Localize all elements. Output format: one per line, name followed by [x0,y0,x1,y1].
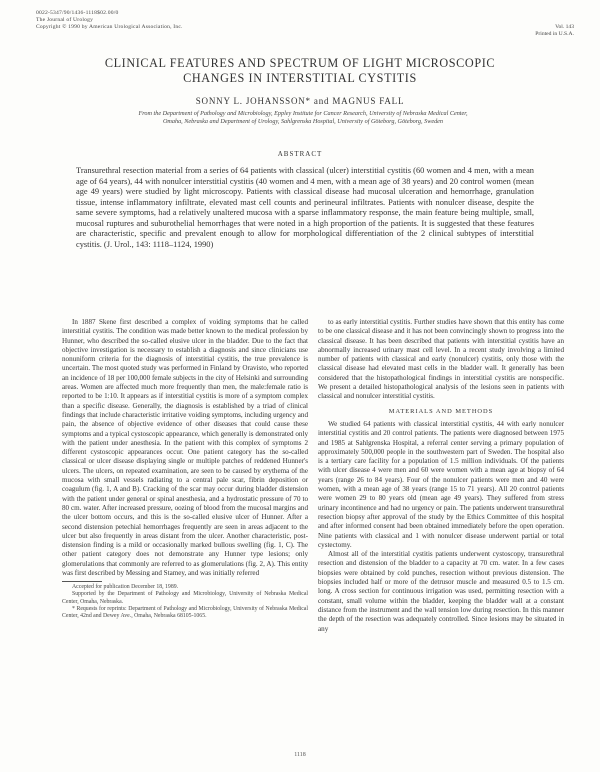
title-line: CHANGES IN INTERSTITIAL CYSTITIS [183,71,417,85]
left-column [62,318,308,620]
section-heading: MATERIALS AND METHODS [388,407,494,415]
body-paragraph: to as early interstitial cystitis. Further studies have shown that this entity has come to be one classical disease and it has not been convincingly shown to progress into the classical disease. It has been described that patients with interstitial cystitis have an abnormally increased urinary mast cell level. In a recent study involving a limited number of patients with classical and early (nonulcer) cystitis, only those with the classical disease had elevated mast cells in the bladder wall. It generally has been considered that the histopathological findings in interstitial cystitis are nonspecific. We present a detailed histopathological analysis of the lesions seen in patients with classical and nonulcer interstitial cystitis. [318,318,564,401]
affiliation-line: From the Department of Pathology and Microbiology, Eppley Institute for Cancer Research, University of Nebraska Medical Center, [138,110,468,117]
abstract-text: Transurethral resection material from a series of 64 patients with classical (ulcer) interstitial cystitis (60 women and 4 men, with a mean age of 64 years), 44 with nonulcer interstitial cystitis (40 women and 4 men, with a mean age of 38 years) and 20 control women (mean age 49 years) were studied by light microscopy. Patients with classical disease had mucosal ulceration and hemorrhage, granulation tissue, intense inflammatory infiltrate, elevated mast cell counts and perineural infiltrates. Patients with nonulcer disease, despite the same severe symptoms, had a relatively unaltered mucosa with a sparse inflammatory response, the main feature being multiple, small, mucosal ruptures and suburothelial hemorrhages that were noted in a high proportion of the patients. It is suggested that these features are characteristic, specific and prevalent enough to allow for morphological differentiation of the 2 clinical subtypes of interstitial cystitis. (J. Urol., 143: 1118–1124, 1990) [76,166,534,249]
journal-header [36,10,276,31]
abstract-heading: ABSTRACT [277,150,323,158]
author-list: SONNY L. JOHANSSON* and MAGNUS FALL [195,96,405,106]
affiliation-line: Omaha, Nebraska and Department of Urology, Sahlgrenska Hospital, University of Göteborg, Göteborg, Sweden [162,118,444,126]
article-title [40,56,560,86]
body-paragraph: We studied 64 patients with classical interstitial cystitis, 44 with early nonulcer interstitial cystitis and 20 control patients. The patients were diagnosed between 1975 and 1985 at Sahlgrenska Hospital, a referral center serving a primary population of approximately 500,000 people in the southwestern part of Sweden. The hospital also is a tertiary care facility for a population of 1.5 million individuals. Of the patients with ulcer disease 4 were men and 60 were women with a mean age at biopsy of 64 years (range 26 to 84 years). Four of the nonulcer patients were men and 40 were women, with a mean age of 38 years (range 15 to 71 years). All 20 control patients were women 29 to 80 years old (mean age 49 years). They suffered from stress urinary incontinence and had no urgency or pain. The patients underwent transurethral resection biopsy after approval of the study by the Ethics Committee of this hospital and after informed consent had been obtained immediately before the open operation. Nine patients with classical and 1 with nonulcer disease underwent partial or total cystectomy. [318,419,564,549]
header-line: The Journal of Urology [36,17,94,23]
footnote: * Requests for reprints: Department of Pathology and Microbiology, University of Nebraska Medical Center, 42nd and Dewey Ave., Omaha, Nebraska 68105-1065. [62,605,308,619]
header-line: Vol. 143 [555,24,574,30]
header-line: Printed in U.S.A. [535,31,574,37]
header-line: 0022-5347/90/1436-1118$02.00/0 [36,10,119,16]
volume-header [494,24,574,38]
header-line: Copyright © 1990 by American Urological Association, Inc. [36,24,183,30]
body-paragraph: Almost all of the interstitial cystitis patients underwent cystoscopy, transurethral resection and distension of the bladder to a capacity at 70 cm. water. In a few cases biopsies were obtained by cold punches, resection without previous distension. The biopsies included half or more of the detrusor muscle and measured 0.5 to 1.5 cm. long. A cross section for continuous irrigation was used, permitting resection with a constant, small volume within the bladder, keeping the bladder wall at a constant distance from the instrument and the wall tension low during resection. In this manner the depth of the resection was adequately controlled. Since lesions may be situated in any [318,550,564,633]
page-number: 1118 [294,752,306,758]
body-paragraph: In 1887 Skene first described a complex of voiding symptoms that he called interstitial cystitis. The condition was made better known to the medical profession by Hunner, who described the so-called elusive ulcer in the bladder. Due to the fact that objective investigation is necessary to establish a diagnosis and since clinicians use nonuniform criteria for the diagnosis of interstitial cystitis, the true prevalence is uncertain. The most quoted study was performed in Finland by Oravisto, who reported an incidence of 18 per 100,000 female subjects in the city of Helsinki and surrounding areas. Women are affected much more frequently than men, the male:female ratio is reported to be 1:10. It appears as if interstitial cystitis is more of a symptom complex than a specific disease. Generally, the diagnosis is established by a triad of clinical findings that include characteristic irritative voiding symptoms, including urgency and pain, the absence of objective evidence of other diseases that could cause these symptoms and a typical cystoscopic appearance, which generally is demonstrated only with the patient under anesthesia. In the patient with this complex of symptoms 2 different cystoscopic appearances occur. One patient category has the so-called classical or ulcer disease displaying single or multiple patches of reddened Hunner's ulcers. The ulcers, on repeated examination, are seen to be caused by erythema of the mucosa with small vessels radiating to a central pale scar, fibrin deposition or coagulum (fig. 1, A and B). Cracking of the scar may occur during bladder distension with the patient under general or spinal anesthesia, and a hydrostatic pressure of 70 to 80 cm. water. After increased pressure, oozing of blood from the mucosal margins and the ulcer bottom occurs, and this is the so-called elusive ulcer of Hunner. After a second distension petechial hemorrhages frequently are seen in areas adjacent to the ulcer but also frequently in areas distant from the ulcer. Another characteristic, post-distension finding is a mild or occasionally marked bullous swelling (fig. 1, C). The other patient category does not demonstrate any Hunner type lesions; only glomerulations that commonly are referred to as glomerulations (fig. 2, A). This entity was first described by Messing and Stamey, and was initially referred [62,318,308,578]
affiliation [68,110,538,127]
title-line: CLINICAL FEATURES AND SPECTRUM OF LIGHT MICROSCOPIC [104,56,496,70]
right-column [318,318,564,634]
footnote: Supported by the Department of Pathology and Microbiology, University of Nebraska Medical Center, Omaha, Nebraska. [62,591,308,605]
footnote: Accepted for publication December 18, 1989. [72,584,179,591]
footnote-rule [62,581,102,582]
